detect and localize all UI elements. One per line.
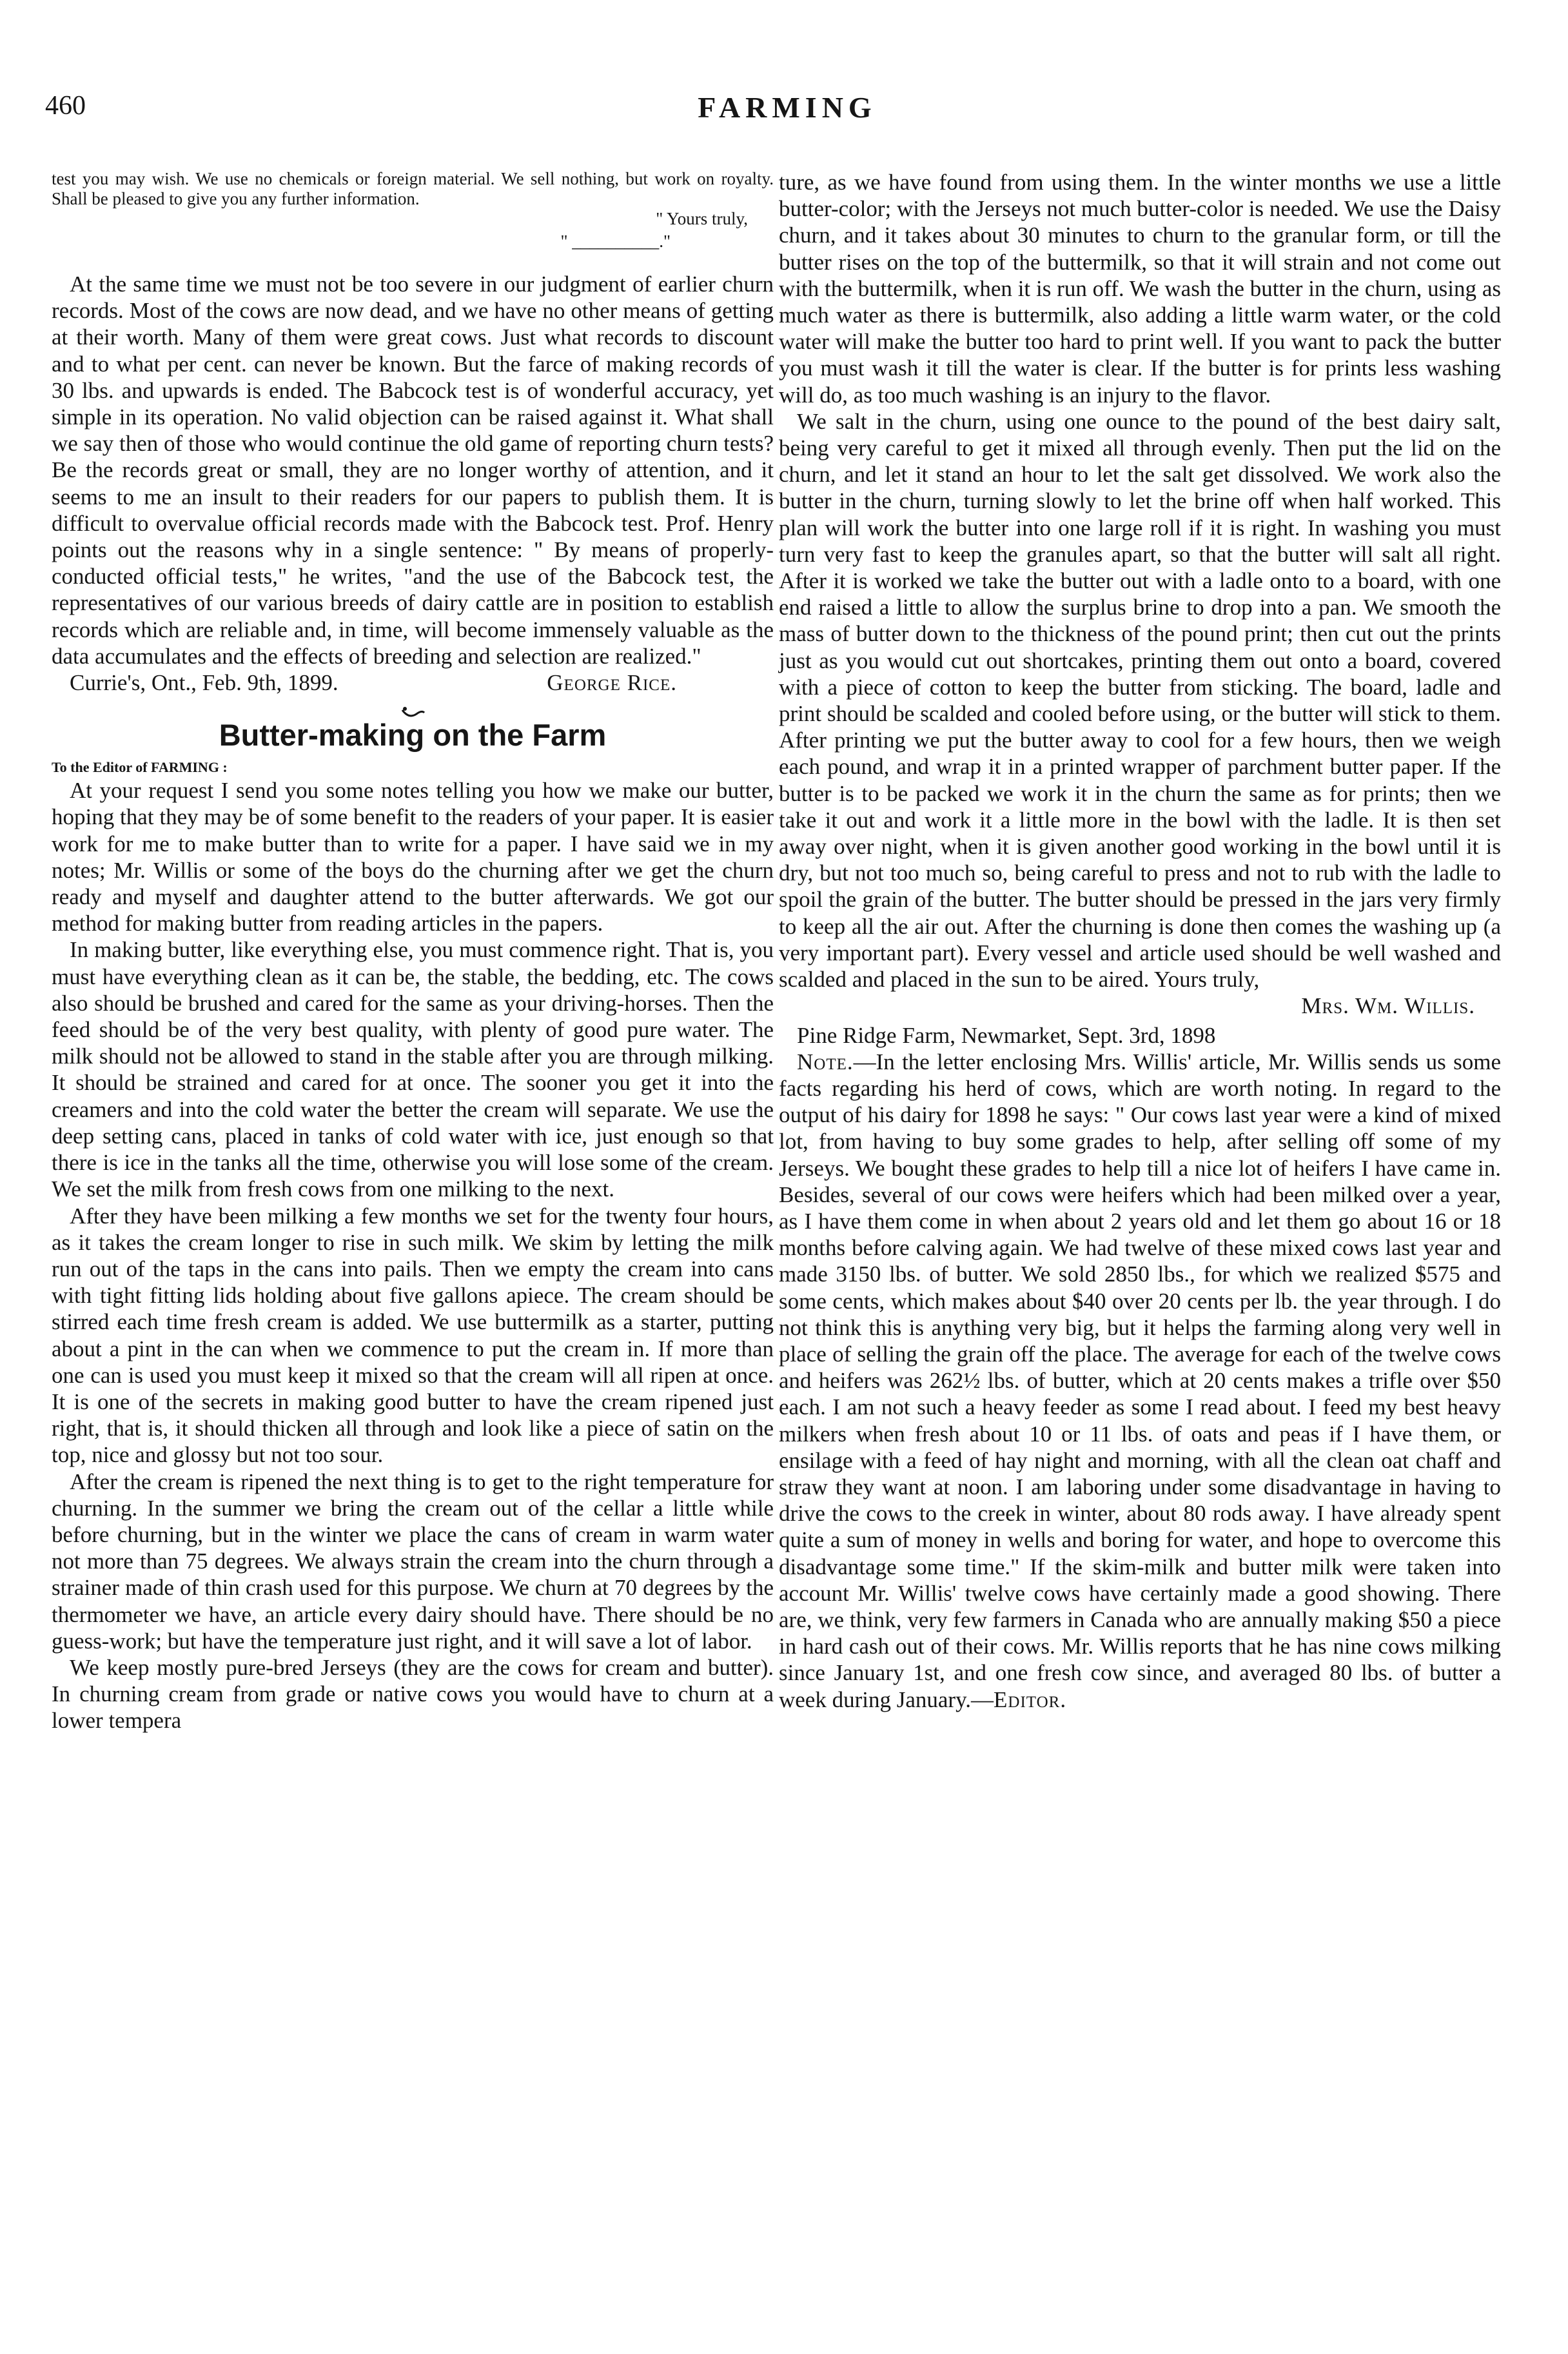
- article-title: Butter-making on the Farm: [219, 718, 607, 753]
- signature: Mrs. Wm. Willis.: [1301, 993, 1475, 1019]
- paragraph: ture, as we have found from using them. In the winter months we use a little butter-color; with the Jerseys not much butter-color is needed. We use the Daisy churn, and it takes about 30 minutes to churn to the granular form, or till the butter rises on the top of the buttermilk, so that it will strain and not come out with the buttermilk, when it is run off. We wash the butter in the churn, using as much water as there is buttermilk, also adding a little warm water, or the cold water will make the butter too hard to print well. If you want to pack the butter you must wash it till the water is clear. If the butter is for prints less washing will do, as too much washing is an injury to the flavor.: [779, 170, 1501, 408]
- paragraph: We keep mostly pure-bred Jerseys (they are the cows for cream and butter). In churning cream from grade or native cows you would have to churn at a lower tempera: [52, 1654, 774, 1734]
- paragraph: At the same time we must not be too severe in our judgment of earlier churn records. Most of the cows are now dead, and we have no other means of getting at their worth. Many of them were great cows. Just what records to discount and to what per cent. can never be known. But the farce of making records of 30 lbs. and upwards is ended. The Babcock test is of wonderful accuracy, yet simple in its operation. No valid objection can be raised against it. What shall we say then of those who would continue the old game of reporting churn tests? Be the records great or small, they are no longer worthy of attention, and it seems to me an insult to their readers for our papers to publish them. It is difficult to overvalue official records made with the Babcock test. Prof. Henry points out the reasons why in a single sentence: " By means of properly-conducted official tests," he writes, "and the use of the Babcock test, the representatives of our various breeds of dairy cattle are in position to establish records which are reliable and, in time, will become immensely valuable as the data accumulates and the effects of breeding and selection are realized.": [52, 272, 774, 669]
- letter-intro-text: test you may wish. We use no chemicals or foreign material. We sell nothing, but work on royalty. Shall be pleased to give you any further information.: [52, 169, 774, 208]
- paragraph: After the cream is ripened the next thing is to get to the right temperature for churning. In the summer we bring the cream out of the cellar a little while before churning, but in the winter we place the cans of cream in warm water not more than 75 degrees. We always strain the cream into the churn through a strainer made of thin crash used for this purpose. We churn at 70 degrees by the thermometer we have, an article every dairy should have. There should be no guess-work; but have the temperature just right, and it will save a lot of labor.: [52, 1469, 774, 1654]
- paragraph: After they have been milking a few months we set for the twenty four hours, as it takes the cream longer to rise in such milk. We skim by letting the milk run out of the taps in the cans into pails. Then we empty the cream into cans with tight fitting lids holding about five gallons apiece. The cream should be stirred each time fresh cream is added. We use buttermilk as a starter, putting about a pint in the can when we commence to put the cream in. If more than one can is used you must keep it mixed so that the cream will all ripen at once. It is one of the secrets in making good butter to have the cream ripened just right, that is, it should thicken all through and look like a piece of satin on the top, nice and glossy but not too sour.: [52, 1203, 774, 1468]
- left-column: [52, 169, 774, 1734]
- page-number: 460: [45, 91, 86, 121]
- author-name: George Rice.: [547, 670, 677, 696]
- paragraph: In making butter, like everything else, you must commence right. That is, you must have everything clean as it can be, the stable, the bedding, etc. The cows also should be brushed and cared for the same as your driving-horses. Then the feed should be of the very best quality, with plenty of good pure water. The milk should not be allowed to stand in the stable after you are through milking. It should be strained and cared for at once. The sooner you get it into the creamers and into the cold water the better the cream will separate. We use the deep setting cans, placed in tanks of cold water with ice, just enough so that there is ice in the tanks all the time, otherwise you will lose some of the cream. We set the milk from fresh cows from one milking to the next.: [52, 937, 774, 1202]
- journal-title: FARMING: [698, 91, 877, 124]
- note-text: —In the letter enclosing Mrs. Willis' article, Mr. Willis sends us some facts regarding his herd of cows, which are worth noting. In regard to the output of his dairy for 1898 he says: " Our cows last year were a kind of mixed lot, from having to buy some grades to help, after selling off some of my Jerseys. We bought these grades to help till a nice lot of heifers I have came in. Besides, several of our cows were heifers which had been milked over a year, as I have them come in when about 2 years old and let them go about 16 or 18 months before calving again. We had twelve of these mixed cows last year and made 3150 lbs. of butter. We sold 2850 lbs., for which we realized $575 and some cents, which makes about $40 over 20 cents per lb. the year through. I do not think this is anything very big, but it helps the farming along very well in place of selling the grain off the place. The average for each of the twelve cows and heifers was 262½ lbs. of butter, which at 20 cents makes a trifle over $50 each. I am not such a heavy feeder as some I read about. I feed my best heavy milkers when fresh about 10 or 11 lbs. of oats and peas if I have them, or ensilage with a feed of hay night and morning, with all the clean oat chaff and straw they want at noon. I am laboring under some disadvantage in having to drive the cows to the creek in winter, about 80 rods away. I have already spent quite a sum of money in wells and boring for water, and hope to overcome this disadvantage some time." If the skim-milk and butter milk were taken into account Mr. Willis' twelve cows have certainly made a good showing. There are, we think, very few farmers in Canada who are annually making $50 a piece in hard cash out of their cows. Mr. Willis reports that he has nine cows milking since January 1st, and one fresh cow since, and averaged 80 lbs. of butter a week during January.—: [779, 1049, 1501, 1712]
- right-column: [779, 169, 1501, 1713]
- page-header: [45, 90, 1529, 135]
- paragraph: We salt in the churn, using one ounce to the pound of the best dairy salt, being very careful to get it mixed all through evenly. Then put the lid on the churn, and let it stand an hour to let the salt get dissolved. We work also the butter in the churn, turning slowly to let the brine off when half worked. This plan will work the butter into one large roll if it is right. In washing you must turn very fast to keep the granules apart, so that the butter will salt all right. After it is worked we take the butter out with a ladle onto to a board, with one end raised a little to allow the surplus brine to drop into a pan. We smooth the mass of butter down to the thickness of the pound print; then cut out the prints just as you would cut out shortcakes, printing them out onto a board, covered with a piece of cotton to keep the butter from sticking. The board, ladle and print should be scalded and cooled before using, or the butter will stick to them. After printing we put the butter away to cool for a few hours, then we weigh each pound, and wrap it in a printed wrapper of parchment butter paper. If the butter is to be packed we work it in the churn the same as for prints; then we take it out and work it a little more in the bowl with the ladle. It is then set away over night, when it is given another good working in the bowl until it is dry, but not too much so, being careful to press and not to rub with the ladle to spoil the grain of the butter. The butter should be pressed in the jars very firmly to keep all the air out. After the churning is done then comes the washing up (a very important part). Every vessel and article used should be well washed and scalded and placed in the sun to be aired. Yours truly,: [779, 408, 1501, 993]
- place-date: Currie's, Ont., Feb. 9th, 1899.: [70, 670, 338, 696]
- letter-closing: " Yours truly,: [656, 209, 748, 228]
- ornament-icon: [52, 700, 774, 718]
- editor-note: [779, 1049, 1501, 1713]
- dateline: [52, 669, 774, 696]
- salutation: To the Editor of FARMING :: [52, 759, 228, 776]
- editor-signoff: Editor.: [994, 1686, 1067, 1712]
- paragraph: At your request I send you some notes telling you how we make our butter, hoping that they may be of some benefit to the readers of your paper. It is easier work for me to make butter than to write for a paper. I have said we in my notes; Mr. Willis or some of the boys do the churning after we get the churn ready and myself and daughter attend to the butter afterwards. We got our method for making butter from reading articles in the papers.: [52, 778, 774, 936]
- note-label: Note.: [797, 1049, 854, 1074]
- letter-signature-dash: " __________.": [560, 232, 671, 251]
- farm-location: Pine Ridge Farm, Newmarket, Sept. 3rd, 1898: [797, 1022, 1216, 1048]
